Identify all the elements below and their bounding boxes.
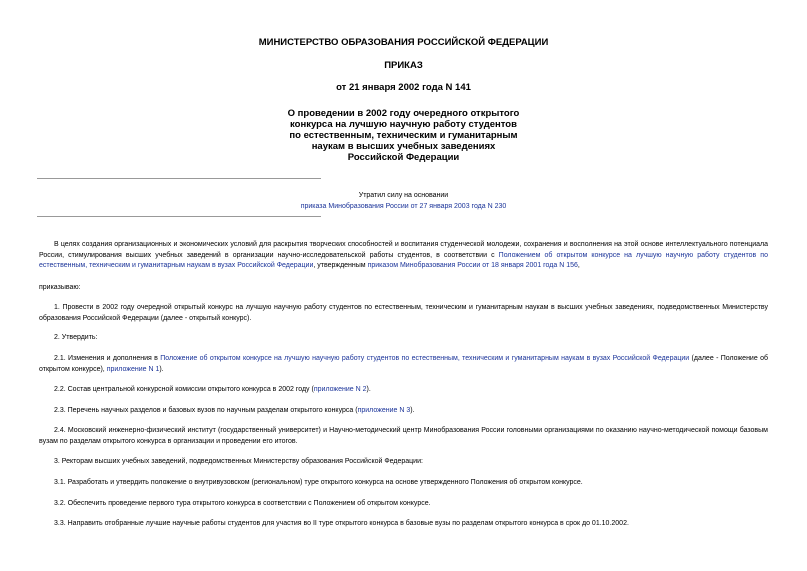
title-line: конкурса на лучшую научную работу студентов [290,119,517,130]
preamble-text: , [577,262,580,269]
regulation-link-2[interactable]: Положение об открытом конкурсе на лучшую научную работу студентов по естественным, техническим и гуманитарным наукам в вузах Российской Федерации [160,355,690,362]
paragraph-text: ). [410,407,415,414]
document-title [0,108,807,163]
paragraph-text: 2.1. Изменения и дополнения в [54,355,161,362]
status-link-line [0,203,807,210]
regulation-link[interactable]: Положением об открытом конкурсе на лучшую научную работу студентов по естественным, техническим и гуманитарным наукам в вузах Российской Федерации [39,251,768,269]
paragraph-text: 2.2. Состав центральной конкурсной комиссии открытого конкурса в 2002 году ( [54,386,314,393]
paragraph-3-2 [39,499,768,510]
paragraph-2 [39,333,768,344]
paragraph-3-3 [39,519,768,530]
preamble-paragraph [39,240,768,272]
paragraph-text: (далее - Положение об открытом конкурсе), [39,355,768,373]
paragraph-2-4 [39,426,768,447]
title-line: наукам в высших учебных заведениях [311,141,496,152]
paragraph-2-2 [39,385,768,396]
divider-bottom [37,216,321,217]
ministry-heading: МИНИСТЕРСТВО ОБРАЗОВАНИЯ РОССИЙСКОЙ ФЕДЕРАЦИИ [258,37,549,48]
status-note: Утратил силу на основании [358,192,449,199]
paragraph-text: 1. Провести в 2002 году очередной открытый конкурс на лучшую научную работу студентов по естественным, техническим и гуманитарным наукам в высших учебных заведениях, подведомственных Министерству образования Российской Федерации (далее - открытый конкурс). [39,304,768,322]
paragraph-2-3 [39,406,768,417]
title-line: О проведении в 2002 году очередного открытого [287,108,520,119]
paragraph-text: 3.1. Разработать и утвердить положение о внутривузовском (региональном) туре открытого конкурса на основе утвержденного Положения об открытом конкурсе. [54,479,583,486]
preamble-text: , утвержденным [313,262,368,269]
paragraph-text: ). [159,365,164,373]
paragraph-3-1 [39,478,768,489]
paragraph-text: 3. Ректорам высших учебных заведений, подведомственных Министерству образования Российской Федерации: [54,458,423,465]
paragraph-3 [39,457,768,468]
document-type: ПРИКАЗ [384,60,423,71]
status-link[interactable]: приказа Минобразования России от 27 января 2003 года N 230 [300,203,507,210]
document-date-number: от 21 января 2002 года N 141 [336,82,471,93]
order-word: приказываю: [39,284,81,291]
paragraph-text: 2.4. Московский инженерно-физический институт (государственный университет) и Научно-методический центр Минобразования России головными организациями по оказанию научно-методической помощи базовым вузам по разделам открытого конкурса в организации и проведении его итогов. [39,427,768,445]
preamble-text: В целях создания организационных и экономических условий для раскрытия творческих способностей и воспитания студенческой молодежи, сохранения и восполнения на этой основе интеллектуального потенциала России, стимулирования высших учебных заведений в организации научно-исследовательской работы студентов, в соответствии с [39,241,768,259]
title-line: по естественным, техническим и гуманитарным [289,130,518,141]
appendix-1-link[interactable]: приложение N 1 [106,365,160,373]
divider-top [37,178,321,179]
paragraph-2-1 [39,354,768,375]
paragraph-1 [39,303,768,324]
order-156-link[interactable]: приказом Минобразования России от 18 января 2001 года N 156 [367,262,578,269]
paragraph-text: 3.3. Направить отобранные лучшие научные работы студентов для участия во II туре открытого конкурса в базовые вузы по разделам открытого конкурса в срок до 01.10.2002. [54,520,629,527]
paragraph-text: 3.2. Обеспечить проведение первого тура открытого конкурса в соответствии с Положением об открытом конкурсе. [54,500,431,507]
paragraph-text: 2. Утвердить: [54,334,98,341]
paragraph-text: 2.3. Перечень научных разделов и базовых вузов по научным разделам открытого конкурса ( [54,407,358,414]
paragraph-text: ). [366,386,371,393]
appendix-2-link[interactable]: приложение N 2 [313,386,367,393]
title-line: Российской Федерации [347,152,460,163]
appendix-3-link[interactable]: приложение N 3 [357,407,411,414]
